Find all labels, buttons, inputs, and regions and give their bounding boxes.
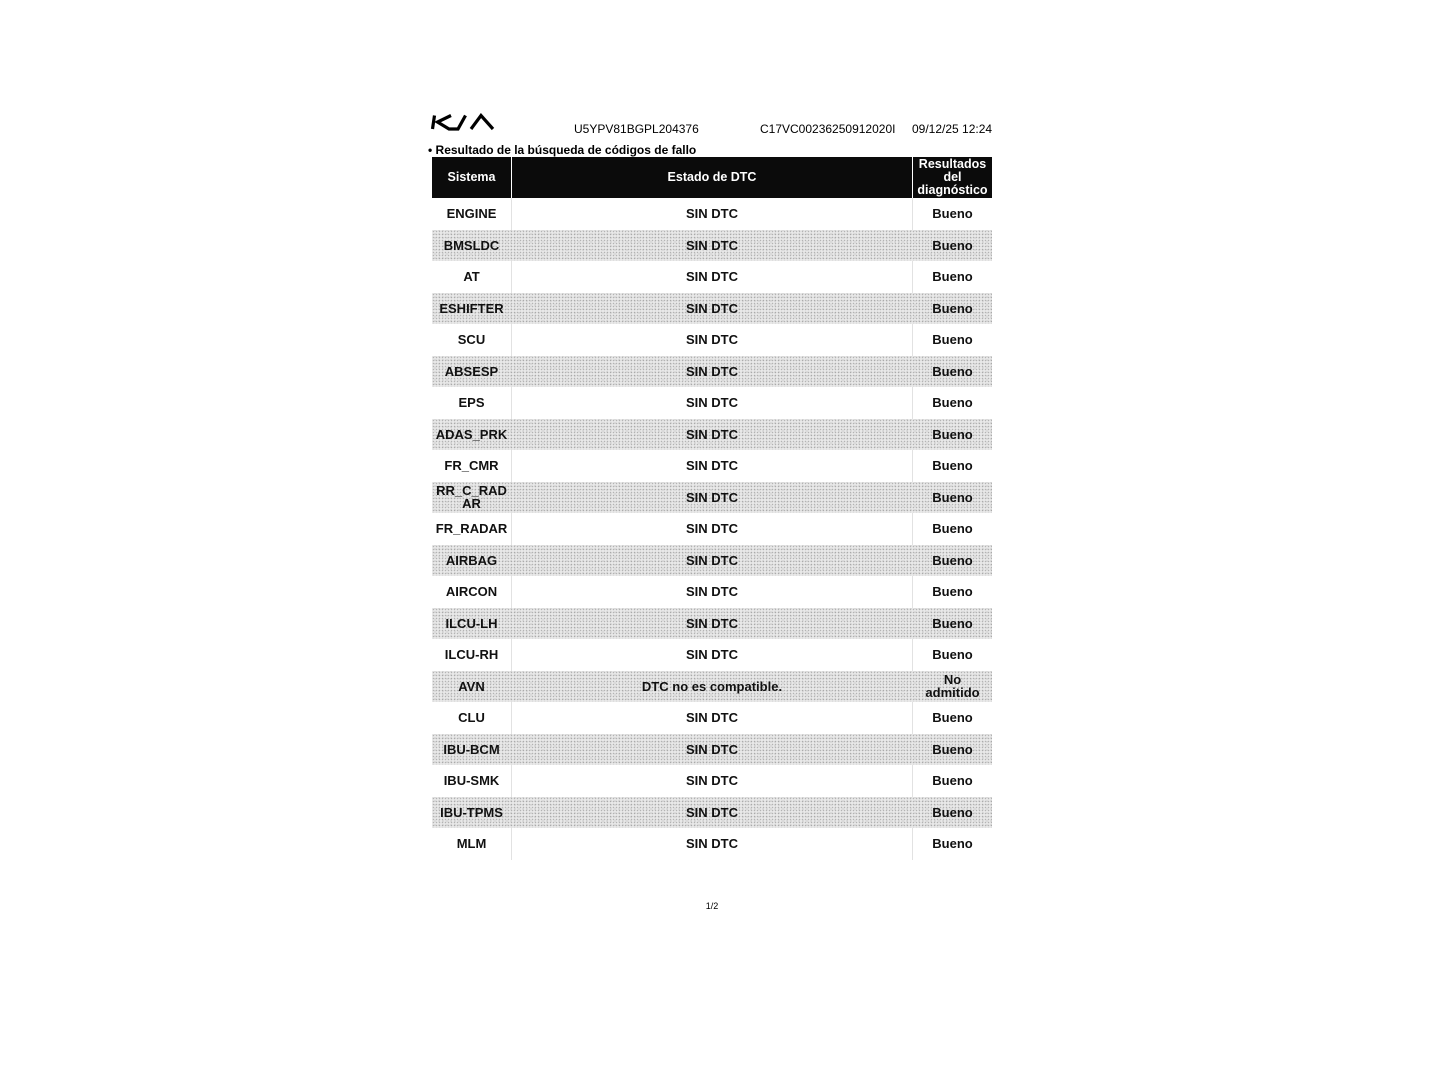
dtc-status-cell-text: SIN DTC <box>686 584 738 600</box>
dtc-status-cell-text: SIN DTC <box>686 836 738 852</box>
system-cell-text: AVN <box>458 678 485 694</box>
table-row <box>432 576 992 608</box>
result-cell <box>912 671 992 703</box>
dtc-status-cell-text: SIN DTC <box>686 332 738 348</box>
result-cell <box>912 608 992 640</box>
table-row <box>432 639 992 671</box>
system-cell <box>432 293 511 325</box>
table-row <box>432 198 992 230</box>
system-cell-text: SCU <box>457 332 486 348</box>
dtc-status-cell <box>511 828 912 860</box>
system-cell <box>432 545 511 577</box>
system-cell-text: EPS <box>458 395 485 411</box>
result-cell <box>912 230 992 262</box>
system-cell-text: FR_CMR <box>444 458 499 474</box>
table-header-row <box>432 157 992 198</box>
result-cell-text: Bueno <box>932 710 973 726</box>
system-cell-text: MLM <box>456 836 487 852</box>
table-row <box>432 356 992 388</box>
table-row <box>432 324 992 356</box>
table-row <box>432 828 992 860</box>
system-cell <box>432 513 511 545</box>
result-cell <box>912 198 992 230</box>
system-cell-text: ABSESP <box>444 363 499 379</box>
dtc-status-cell <box>511 545 912 577</box>
result-cell <box>912 765 992 797</box>
kia-logo <box>430 113 498 131</box>
dtc-status-cell <box>511 734 912 766</box>
result-cell-text: Bueno <box>932 363 973 379</box>
dtc-status-cell <box>511 482 912 514</box>
system-cell-text: IBU-BCM <box>443 741 500 757</box>
system-cell <box>432 450 511 482</box>
dtc-status-cell-text: SIN DTC <box>686 552 738 568</box>
dtc-status-cell <box>511 765 912 797</box>
result-cell <box>912 545 992 577</box>
system-cell <box>432 608 511 640</box>
result-cell <box>912 293 992 325</box>
dtc-status-cell <box>511 671 912 703</box>
system-cell <box>432 671 511 703</box>
system-cell-text: IBU-TPMS <box>440 804 503 820</box>
system-cell-text: ESHIFTER <box>439 300 504 316</box>
result-cell-text: Bueno <box>932 300 973 316</box>
system-cell <box>432 576 511 608</box>
result-cell <box>912 797 992 829</box>
result-cell-text: Bueno <box>932 237 973 253</box>
vin-number: U5YPV81BGPL204376 <box>574 122 699 136</box>
table-row <box>432 387 992 419</box>
result-cell-text: Bueno <box>932 804 973 820</box>
result-cell <box>912 261 992 293</box>
dtc-status-cell <box>511 293 912 325</box>
dtc-status-cell-text: SIN DTC <box>686 489 738 505</box>
system-cell <box>432 198 511 230</box>
table-row <box>432 293 992 325</box>
dtc-status-cell-text: SIN DTC <box>686 521 738 537</box>
result-cell-text: Bueno <box>932 773 973 789</box>
system-cell-text: AT <box>463 269 480 285</box>
dtc-status-cell-text: SIN DTC <box>686 395 738 411</box>
system-cell <box>432 387 511 419</box>
dtc-status-cell-text: SIN DTC <box>686 710 738 726</box>
system-cell <box>432 230 511 262</box>
system-cell-text: ADAS_PRK <box>435 426 508 442</box>
system-cell <box>432 324 511 356</box>
dtc-status-cell-text: SIN DTC <box>686 269 738 285</box>
dtc-status-cell-text: SIN DTC <box>686 300 738 316</box>
table-row <box>432 671 992 703</box>
result-cell-text: Bueno <box>932 836 973 852</box>
system-cell-text: CLU <box>458 710 485 726</box>
system-cell-text: AIRBAG <box>445 552 498 568</box>
dtc-status-cell <box>511 387 912 419</box>
report-code: C17VC00236250912020I <box>760 122 896 136</box>
result-cell-text: Bueno <box>932 206 973 222</box>
column-header-label: Sistema <box>447 170 496 184</box>
table-row <box>432 513 992 545</box>
dtc-status-cell-text: SIN DTC <box>686 206 738 222</box>
result-cell-text: Bueno <box>932 489 973 505</box>
system-cell-text: RR_C_RADAR <box>436 483 507 512</box>
section-title: • Resultado de la búsqueda de códigos de fallo <box>428 143 697 157</box>
result-cell-text: Bueno <box>932 552 973 568</box>
system-cell <box>432 356 511 388</box>
system-cell <box>432 797 511 829</box>
result-cell <box>912 419 992 451</box>
dtc-status-cell <box>511 324 912 356</box>
system-cell <box>432 482 511 514</box>
dtc-status-cell <box>511 450 912 482</box>
result-cell <box>912 387 992 419</box>
system-cell-text: ILCU-RH <box>444 647 499 663</box>
column-header-label: Estado de DTC <box>667 170 757 184</box>
system-cell <box>432 765 511 797</box>
dtc-status-cell-text: SIN DTC <box>686 458 738 474</box>
dtc-status-cell-text: SIN DTC <box>686 804 738 820</box>
table-row <box>432 545 992 577</box>
dtc-status-cell-text: SIN DTC <box>686 647 738 663</box>
system-cell-text: ENGINE <box>446 206 497 222</box>
dtc-status-cell <box>511 797 912 829</box>
table-row <box>432 450 992 482</box>
column-header-resultados <box>912 157 992 198</box>
table-row <box>432 765 992 797</box>
result-cell-text: Bueno <box>932 584 973 600</box>
table-body <box>432 198 992 860</box>
result-cell-text: No admitido <box>925 672 980 701</box>
system-cell <box>432 828 511 860</box>
dtc-status-cell-text: SIN DTC <box>686 773 738 789</box>
table-row <box>432 419 992 451</box>
result-cell-text: Bueno <box>932 647 973 663</box>
result-cell <box>912 639 992 671</box>
result-cell <box>912 702 992 734</box>
system-cell <box>432 261 511 293</box>
dtc-status-cell <box>511 513 912 545</box>
column-header-estado-dtc <box>511 157 912 198</box>
dtc-status-cell <box>511 356 912 388</box>
result-cell-text: Bueno <box>932 615 973 631</box>
dtc-status-cell <box>511 230 912 262</box>
result-cell <box>912 828 992 860</box>
system-cell-text: IBU-SMK <box>443 773 500 789</box>
table-row <box>432 482 992 514</box>
result-cell-text: Bueno <box>932 521 973 537</box>
dtc-status-cell-text: DTC no es compatible. <box>641 678 783 694</box>
table-row <box>432 702 992 734</box>
dtc-status-cell <box>511 639 912 671</box>
table-row <box>432 608 992 640</box>
result-cell-text: Bueno <box>932 426 973 442</box>
system-cell <box>432 734 511 766</box>
result-cell-text: Bueno <box>932 458 973 474</box>
dtc-status-cell <box>511 419 912 451</box>
table-row <box>432 230 992 262</box>
dtc-status-cell-text: SIN DTC <box>686 615 738 631</box>
result-cell-text: Bueno <box>932 332 973 348</box>
result-cell <box>912 482 992 514</box>
result-cell <box>912 450 992 482</box>
result-cell <box>912 513 992 545</box>
dtc-status-cell-text: SIN DTC <box>686 426 738 442</box>
system-cell-text: AIRCON <box>445 584 498 600</box>
result-cell <box>912 576 992 608</box>
dtc-status-cell <box>511 608 912 640</box>
result-cell <box>912 356 992 388</box>
dtc-status-cell <box>511 702 912 734</box>
dtc-status-cell-text: SIN DTC <box>686 741 738 757</box>
table-row <box>432 797 992 829</box>
system-cell-text: FR_RADAR <box>435 521 508 537</box>
system-cell <box>432 419 511 451</box>
table-row <box>432 261 992 293</box>
column-header-label: Resultados del diagnóstico <box>917 157 988 197</box>
dtc-status-cell <box>511 576 912 608</box>
dtc-status-cell-text: SIN DTC <box>686 363 738 379</box>
dtc-status-cell <box>511 261 912 293</box>
page-number: 1/2 <box>705 901 719 911</box>
result-cell-text: Bueno <box>932 269 973 285</box>
dtc-results-table <box>432 157 992 860</box>
result-cell <box>912 734 992 766</box>
system-cell-text: ILCU-LH <box>445 615 498 631</box>
dtc-status-cell-text: SIN DTC <box>686 237 738 253</box>
result-cell <box>912 324 992 356</box>
table-row <box>432 734 992 766</box>
system-cell <box>432 702 511 734</box>
report-datetime: 09/12/25 12:24 <box>912 122 993 136</box>
result-cell-text: Bueno <box>932 395 973 411</box>
result-cell-text: Bueno <box>932 741 973 757</box>
column-header-sistema <box>432 157 511 198</box>
system-cell <box>432 639 511 671</box>
system-cell-text: BMSLDC <box>443 237 500 253</box>
dtc-status-cell <box>511 198 912 230</box>
